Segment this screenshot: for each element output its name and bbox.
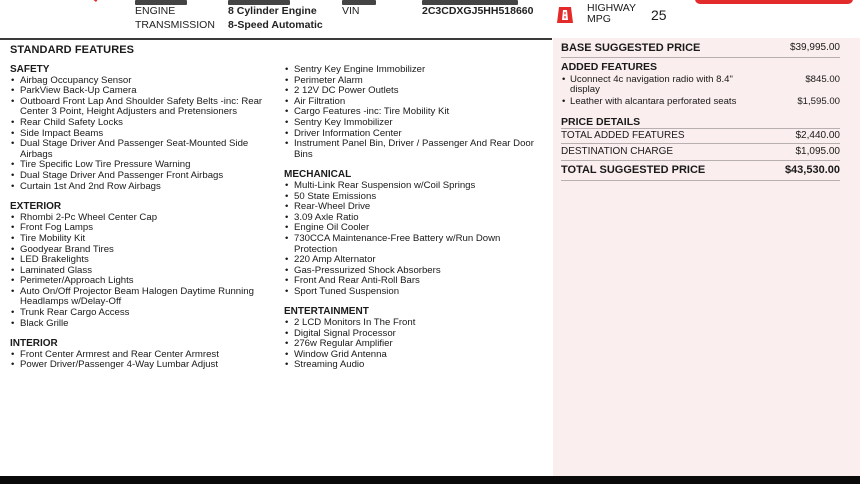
feature-list [284,65,546,160]
feature-item: • Front Center Armrest and Rear Center Armrest [10,350,280,361]
feature-item: • Streaming Audio [284,360,546,371]
feature-item: • 220 Amp Alternator [284,255,546,266]
feature-list [284,181,546,298]
feature-item: • 276w Regular Amplifier [284,339,546,350]
vin-label: VIN [342,5,360,17]
feature-item: • Curtain 1st And 2nd Row Airbags [10,182,280,193]
engine-label: ENGINE [135,5,176,17]
feature-item: • Power Driver/Passenger 4-Way Lumbar Adjust [10,360,280,371]
feature-item: • Window Grid Antenna [284,350,546,361]
feature-item: • Dual Stage Driver And Passenger Front Airbags [10,171,280,182]
feature-item: • LED Brakelights [10,255,280,266]
bottom-bar [0,476,860,484]
feature-item: • Side Impact Beams [10,129,280,140]
standard-features-title: STANDARD FEATURES [10,44,135,56]
feature-list [284,318,546,371]
feature-item: • Front Fog Lamps [10,223,280,234]
feature-item: • 2 LCD Monitors In The Front [284,318,546,329]
price-rule [561,128,840,129]
feature-item: • Engine Oil Cooler [284,223,546,234]
engine-value: 8 Cylinder Engine [228,5,317,17]
base-price-label: BASE SUGGESTED PRICE [561,42,701,54]
feature-item: • 2 12V DC Power Outlets [284,86,546,97]
feature-item: • Laminated Glass [10,266,280,277]
feature-item: • Rear-Wheel Drive [284,202,546,213]
price-rule [561,160,840,161]
feature-item: • Driver Information Center [284,129,546,140]
added-features-title: ADDED FEATURES [561,61,658,73]
feature-item: • Front And Rear Anti-Roll Bars [284,276,546,287]
feature-item: • Dual Stage Driver And Passenger Seat-Mounted Side Airbags [10,139,280,160]
feature-section-title: EXTERIOR [10,201,62,213]
feature-section-title: ENTERTAINMENT [284,306,369,318]
feature-list [10,350,280,371]
header-red-tab [695,0,853,4]
vin-value: 2C3CDXGJ5HH518660 [422,5,534,17]
feature-item: • Sport Tuned Suspension [284,287,546,298]
feature-item: • ParkView Back-Up Camera [10,86,280,97]
feature-item: • Gas-Pressurized Shock Absorbers [284,266,546,277]
total-added-value: $2,440.00 [795,130,840,141]
feature-item: • Sentry Key Engine Immobilizer [284,65,546,76]
added-feature-name: • Uconnect 4c navigation radio with 8.4" display [561,75,761,95]
feature-item: • Rhombi 2-Pc Wheel Center Cap [10,213,280,224]
feature-item: • Sentry Key Immobilizer [284,118,546,129]
feature-item: • 3.09 Axle Ratio [284,213,546,224]
feature-item: • Perimeter Alarm [284,76,546,87]
vehicle-specs-header [0,0,860,38]
features-column-right [284,65,546,371]
feature-item: • Perimeter/Approach Lights [10,276,280,287]
price-panel [553,38,860,476]
feature-item: • Airbag Occupancy Sensor [10,76,280,87]
price-details-title: PRICE DETAILS [561,116,641,128]
feature-item: • Black Grille [10,319,280,330]
price-rule [561,143,840,144]
brand-logo-fragment [82,0,104,4]
feature-section-title: SAFETY [10,64,50,75]
feature-item: • Auto On/Off Projector Beam Halogen Daytime Running Headlamps w/Delay-Off [10,287,280,308]
price-rule [561,57,840,58]
feature-item: • Trunk Rear Cargo Access [10,308,280,319]
transmission-label: TRANSMISSION [135,19,215,31]
destination-label: DESTINATION CHARGE [561,146,674,157]
feature-item: • Outboard Front Lap And Shoulder Safety Belts -inc: Rear Center 3 Point, Height Adjusters and Pretensioners [10,97,280,118]
feature-list [10,213,280,330]
feature-item: • 50 State Emissions [284,192,546,203]
price-rule [561,180,840,181]
added-feature-name: • Leather with alcantara perforated seats [561,97,791,107]
feature-list [10,76,280,193]
feature-item: • Cargo Features -inc: Tire Mobility Kit [284,107,546,118]
total-price-value: $43,530.00 [784,164,840,176]
feature-item: • Rear Child Safety Locks [10,118,280,129]
feature-item: • Tire Mobility Kit [10,234,280,245]
feature-item: • Multi-Link Rear Suspension w/Coil Springs [284,181,546,192]
total-added-label: TOTAL ADDED FEATURES [561,130,685,141]
feature-item: • Air Filtration [284,97,546,108]
total-price-label: TOTAL SUGGESTED PRICE [561,164,706,176]
feature-item: • Goodyear Brand Tires [10,245,280,256]
highway-road-icon [556,6,574,24]
destination-value: $1,095.00 [795,146,840,157]
highway-mpg-label: HIGHWAY MPG [587,2,636,25]
section-divider [0,38,552,40]
feature-section-title: MECHANICAL [284,169,352,181]
highway-mpg-value: 25 [651,7,667,23]
transmission-value: 8-Speed Automatic [228,19,323,31]
feature-item: • Tire Specific Low Tire Pressure Warning [10,160,280,171]
added-feature-price: $1,595.00 [797,96,840,107]
base-price-value: $39,995.00 [789,42,840,53]
feature-item: • Digital Signal Processor [284,329,546,340]
feature-item: • 730CCA Maintenance-Free Battery w/Run Down Protection [284,234,546,255]
feature-item: • Instrument Panel Bin, Driver / Passenger And Rear Door Bins [284,139,546,160]
features-column-left [10,65,280,371]
added-feature-price: $845.00 [805,74,840,85]
feature-section-title: INTERIOR [10,338,58,350]
